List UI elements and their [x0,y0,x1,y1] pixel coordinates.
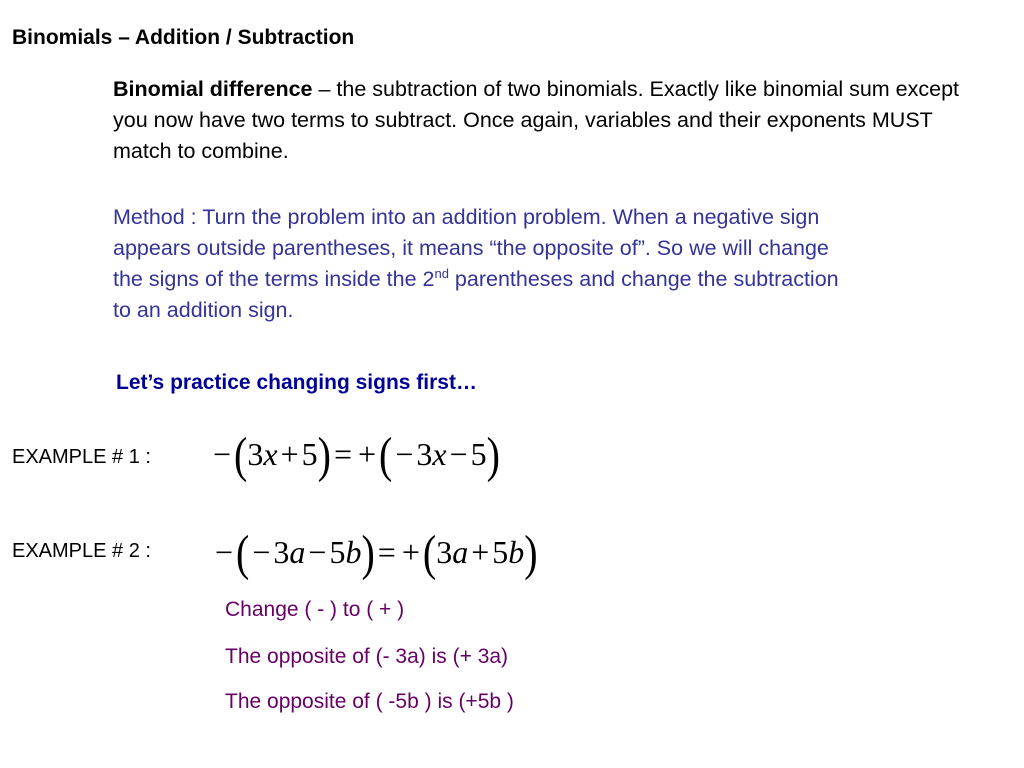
variable: x [432,435,447,472]
operator: − [252,533,271,570]
coefficient: 5 [470,435,487,472]
coefficient: 3 [436,533,453,570]
variable: b [345,533,362,570]
example-1-label: EXAMPLE # 1 : [12,446,151,468]
example-2-label: EXAMPLE # 2 : [12,540,151,562]
definition-text: – the subtraction of two binomials. Exactly like binomial sum except you now have two terms to subtract. Once again, variables and their exponents MUST match to combine. [113,77,960,163]
note-opposite-5b: The opposite of ( -5b ) is (+5b ) [225,690,514,713]
open-paren: ( [234,425,248,483]
variable: a [452,533,469,570]
operator: + [471,533,490,570]
coefficient: 3 [247,435,264,472]
coefficient: 3 [416,435,433,472]
operator: = [377,533,396,570]
variable: b [508,533,525,570]
operator: − [449,435,468,472]
operator: − [395,435,414,472]
coefficient: 5 [329,533,346,570]
example-1-equation [210,425,500,483]
operator: − [308,533,327,570]
example-2-equation [212,523,538,581]
method-text-after: parentheses and change the subtraction to an addition sign. [113,267,839,322]
slide-title: Binomials – Addition / Subtraction [12,26,355,49]
open-paren: ( [236,523,250,581]
method-text-before: Method : Turn the problem into an addition problem. When a negative sign appears outside parentheses, it means “the opposite of”. So we will change the signs of the terms inside the 2 [113,205,829,291]
note-change-sign: Change ( - ) to ( + ) [225,598,405,621]
operator: + [358,435,377,472]
practice-heading: Let’s practice changing signs first… [116,371,477,394]
operator: = [333,435,352,472]
close-paren: ) [361,523,375,581]
close-paren: ) [524,523,538,581]
coefficient: 5 [301,435,318,472]
variable: a [289,533,306,570]
note-opposite-3a: The opposite of (- 3a) is (+ 3a) [225,645,509,668]
coefficient: 5 [492,533,509,570]
coefficient: 3 [273,533,290,570]
method-paragraph [113,202,853,326]
operator: − [213,435,232,472]
operator: − [215,533,234,570]
operator: + [280,435,299,472]
close-paren: ) [317,425,331,483]
open-paren: ( [422,523,437,581]
method-superscript: nd [434,265,449,281]
definition-paragraph [113,74,993,167]
open-paren: ( [379,425,393,483]
definition-term: Binomial difference [113,77,313,101]
operator: + [401,533,420,570]
variable: x [263,435,278,472]
close-paren: ) [486,425,500,483]
